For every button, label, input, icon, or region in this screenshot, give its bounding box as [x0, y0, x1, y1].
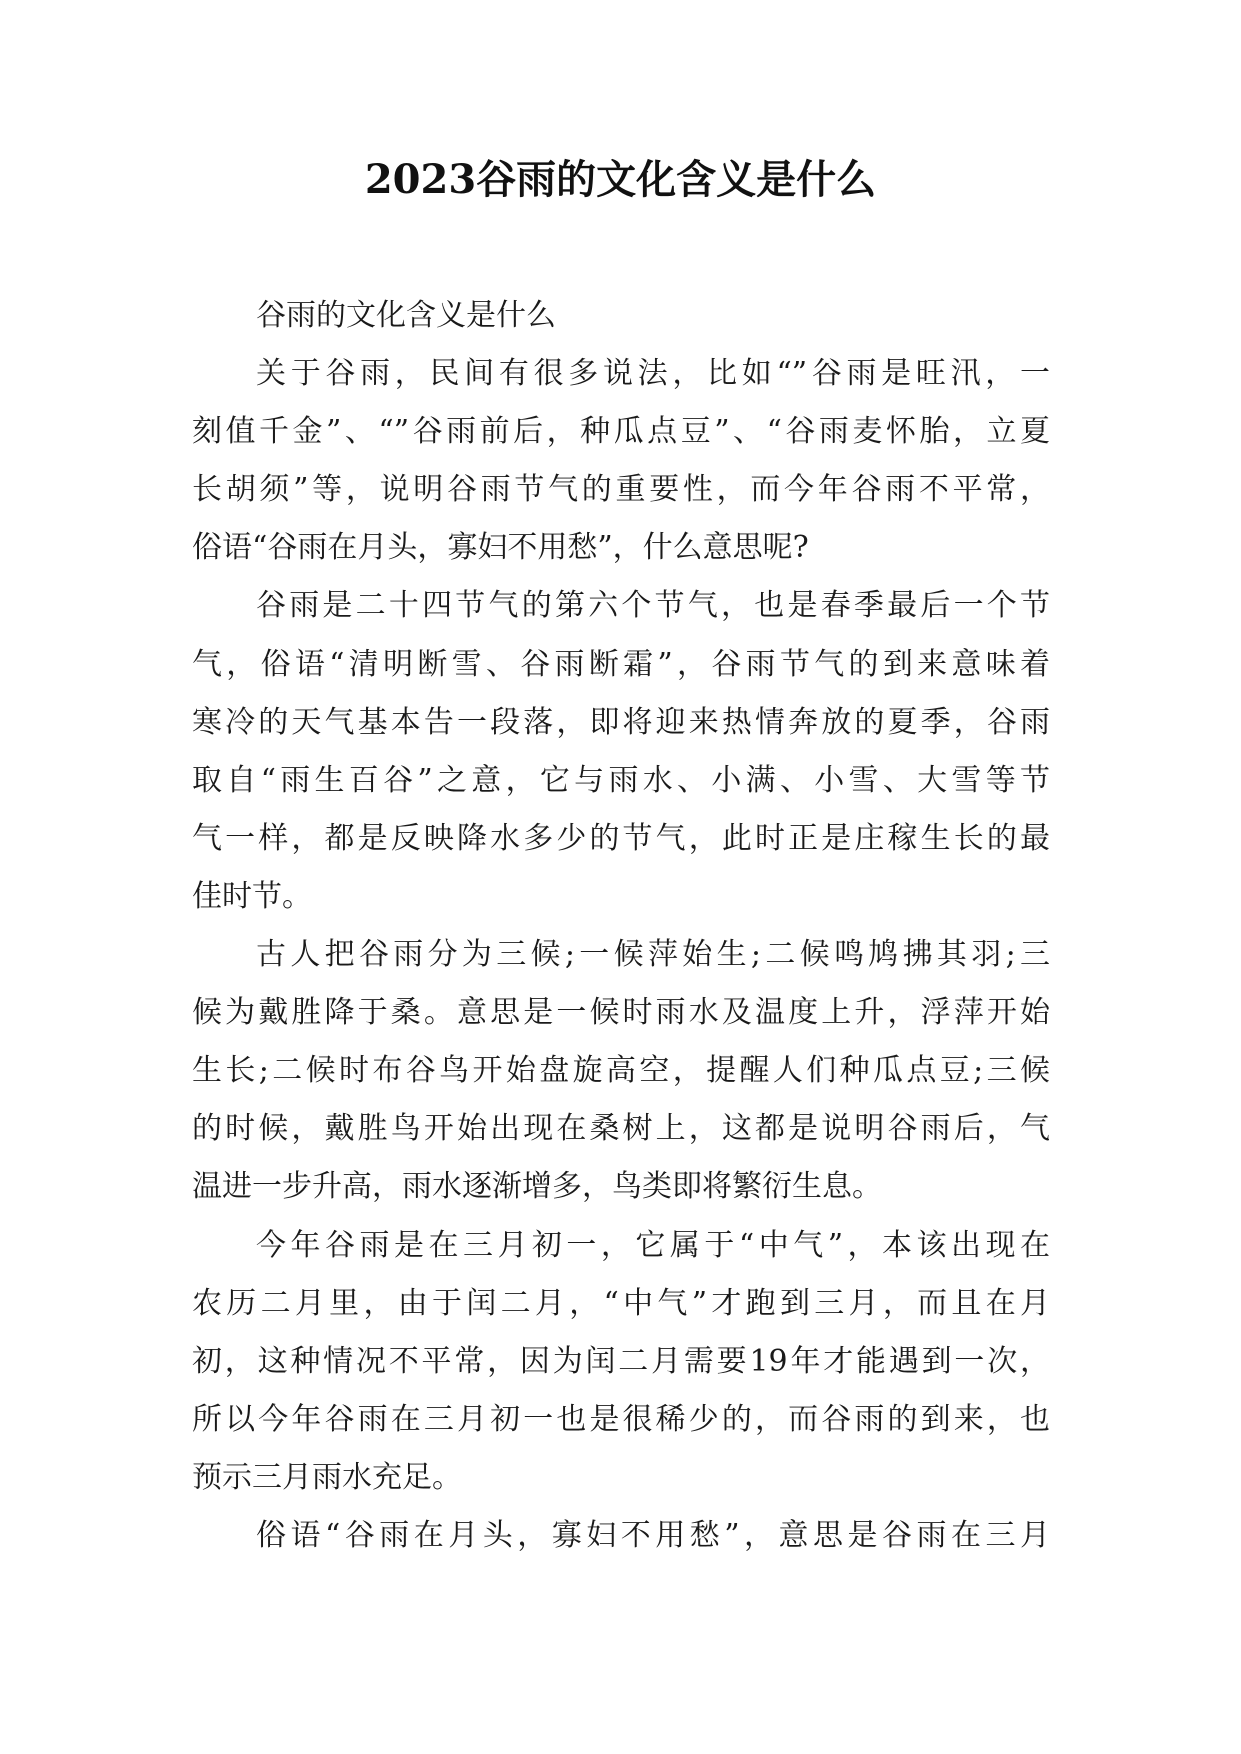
text-line: 刻值千金”、“”谷雨前后，种瓜点豆”、“谷雨麦怀胎，立夏: [192, 414, 1050, 450]
text-line: 谷雨的文化含义是什么: [256, 298, 556, 333]
text-line: 预示三月雨水充足。: [192, 1459, 462, 1495]
text-line: 寒冷的天气基本告一段落，即将迎来热情奔放的夏季，谷雨: [192, 704, 1050, 740]
text-line: 俗语“谷雨在月头，寡妇不用愁”，意思是谷雨在三月: [256, 1517, 1050, 1553]
text-line: 今年谷雨是在三月初一，它属于“中气”，本该出现在: [256, 1227, 1050, 1263]
text-line: 生长;二候时布谷鸟开始盘旋高空，提醒人们种瓜点豆;三候: [192, 1053, 1050, 1089]
text-line: 取自“雨生百谷”之意，它与雨水、小满、小雪、大雪等节: [192, 762, 1050, 798]
text-line: 俗语“谷雨在月头，寡妇不用愁”，什么意思呢?: [192, 530, 809, 566]
text-line: 候为戴胜降于桑。意思是一候时雨水及温度上升，浮萍开始: [192, 995, 1050, 1031]
text-line: 气，俗语“清明断雪、谷雨断霜”，谷雨节气的到来意味着: [192, 646, 1050, 682]
text-line: 古人把谷雨分为三候;一候萍始生;二候鸣鸠拂其羽;三: [256, 937, 1050, 973]
text-line: 温进一步升高，雨水逐渐增多，鸟类即将繁衍生息。: [192, 1169, 882, 1205]
text-line: 所以今年谷雨在三月初一也是很稀少的，而谷雨的到来，也: [192, 1401, 1050, 1437]
text-line: 关于谷雨，民间有很多说法，比如“”谷雨是旺汛，一: [256, 356, 1050, 392]
document-body: [192, 287, 1050, 1565]
text-line: 佳时节。: [192, 878, 312, 914]
text-line: 谷雨是二十四节气的第六个节气，也是春季最后一个节: [256, 588, 1050, 624]
text-line: 气一样，都是反映降水多少的节气，此时正是庄稼生长的最: [192, 820, 1050, 856]
text-line: 的时候，戴胜鸟开始出现在桑树上，这都是说明谷雨后，气: [192, 1111, 1050, 1147]
text-line: 农历二月里，由于闰二月，“中气”才跑到三月，而且在月: [192, 1285, 1050, 1321]
text-line: 初，这种情况不平常，因为闰二月需要19年才能遇到一次，: [192, 1343, 1050, 1379]
document-title: 2023谷雨的文化含义是什么: [364, 156, 877, 203]
text-line: 长胡须”等，说明谷雨节气的重要性，而今年谷雨不平常，: [192, 472, 1050, 508]
